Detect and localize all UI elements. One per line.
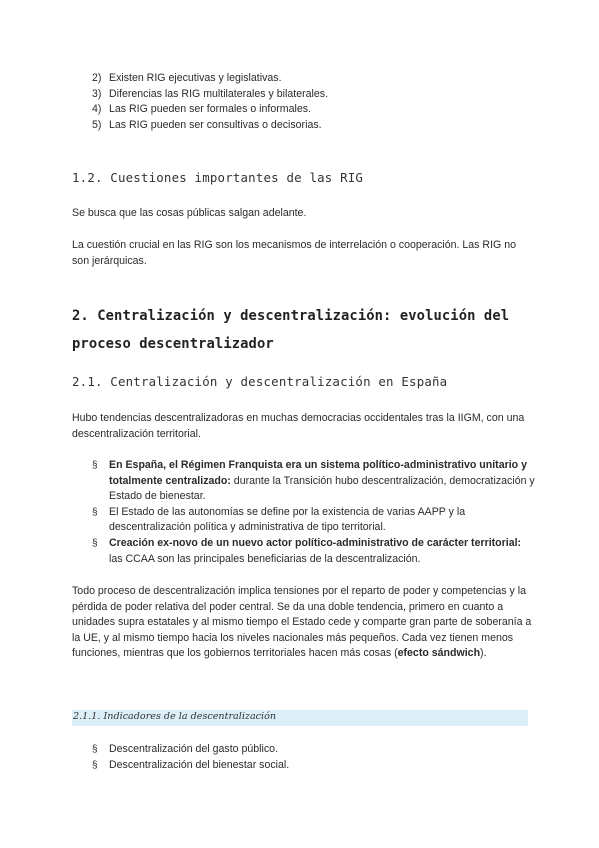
- list-item: § Creación ex-novo de un nuevo actor político-administrativo de carácter territorial: las CCAA son las principales beneficiarias de la descentralización.: [92, 536, 537, 567]
- list-item: § Descentralización del bienestar social.: [92, 758, 537, 774]
- list-item: 5) Las RIG pueden ser consultivas o decisorias.: [92, 119, 322, 132]
- list-item: 4) Las RIG pueden ser formales o informales.: [92, 103, 311, 116]
- bullet-list: [92, 742, 537, 773]
- heading-2-1-1: 2.1.1. Indicadores de la descentralización: [73, 711, 277, 722]
- paragraph: Hubo tendencias descentralizadoras en muchas democracias occidentales tras la IIGM, con una descentralización territorial.: [72, 412, 525, 440]
- section-marker-icon: §: [92, 744, 98, 755]
- section-marker-icon: §: [92, 759, 98, 771]
- bullet-list: [92, 458, 537, 567]
- list-item: § En España, el Régimen Franquista era un sistema político-administrativo unitario y totalmente centralizado: durante la Transición hubo descentralización, democratización y Estado de bienestar.: [92, 458, 537, 505]
- paragraph: La cuestión crucial en las RIG son los mecanismos de interrelación o cooperación. Las RIG no son jerárquicas.: [72, 239, 516, 267]
- list-item: § El Estado de las autonomías se define por la existencia de varias AAPP y la descentralización política y administrativa de tipo territorial.: [92, 505, 537, 536]
- section-marker-icon: §: [92, 537, 98, 549]
- list-item: § Descentralización del gasto público.: [92, 742, 537, 758]
- heading-2: 2. Centralización y descentralización: evolución del proceso descentralizador: [72, 308, 510, 352]
- section-marker-icon: §: [92, 460, 98, 471]
- list-item: 2) Existen RIG ejecutivas y legislativas.: [92, 72, 282, 84]
- section-marker-icon: §: [92, 506, 98, 518]
- heading-2-1: 2.1. Centralización y descentralización en España: [72, 374, 448, 389]
- numbered-list: [92, 71, 328, 134]
- paragraph: Todo proceso de descentralización implica tensiones por el reparto de poder y competencias y la pérdida de poder relativa del poder central. Se da una doble tendencia, primero en cuanto a unidades supra estatales y al mismo tiempo el Estado cede y comparte gran parte de soberanía a la UE, y al mismo tiempo hacia los niveles nacionales más pequeños. Cada vez tienen menos funciones, mientras que los gobiernos territoriales hacen más cosas (efecto sándwich).: [72, 585, 532, 660]
- heading-2-1-1-highlight: [72, 710, 528, 726]
- list-item: 3) Diferencias las RIG multilaterales y bilaterales.: [92, 87, 329, 100]
- heading-1-2: 1.2. Cuestiones importantes de las RIG: [72, 170, 364, 185]
- paragraph: Se busca que las cosas públicas salgan adelante.: [72, 207, 307, 219]
